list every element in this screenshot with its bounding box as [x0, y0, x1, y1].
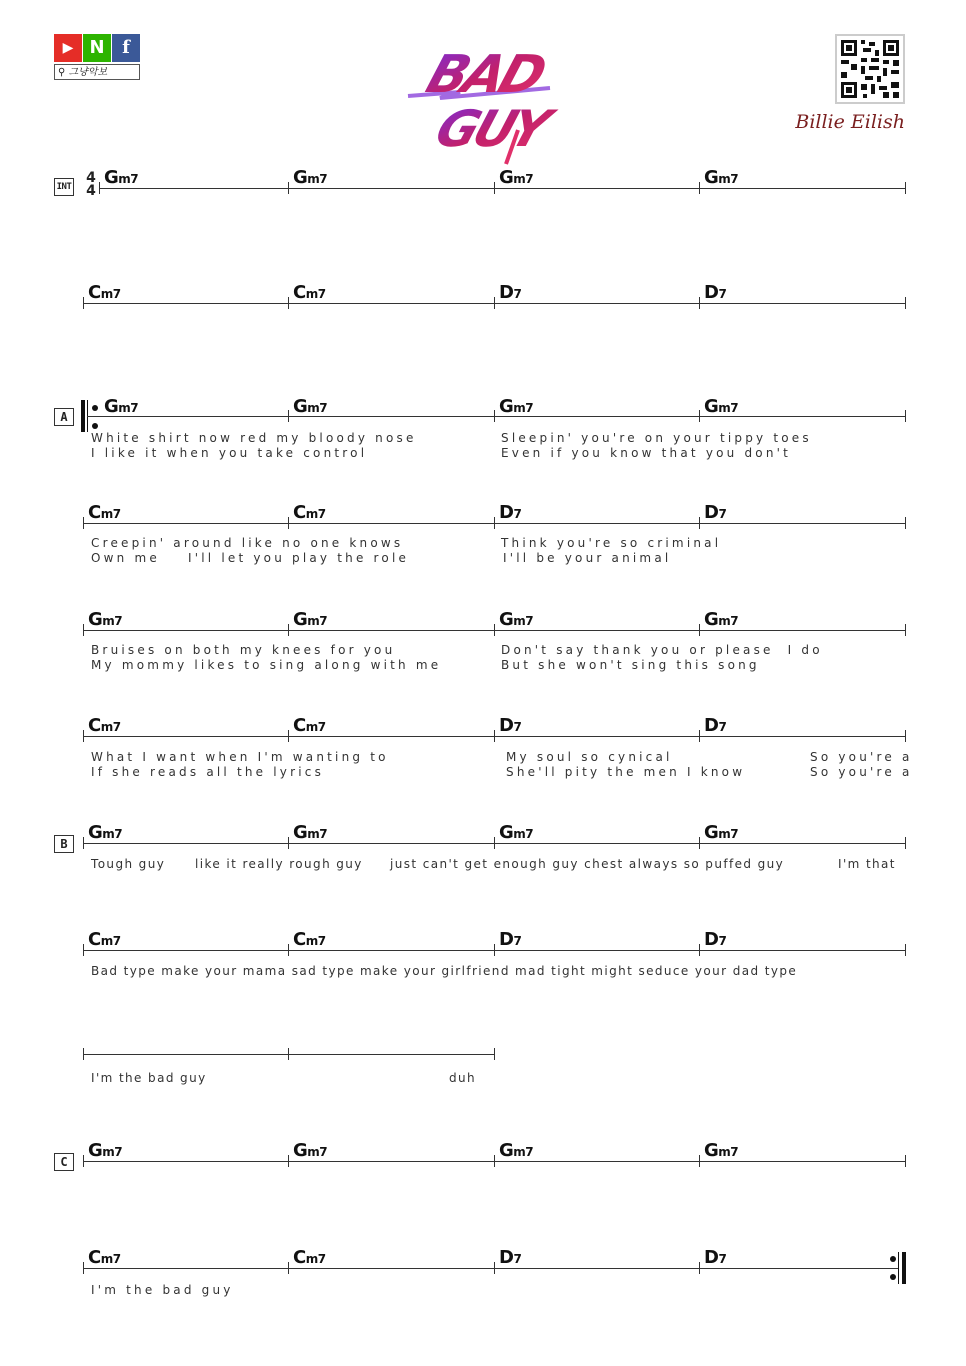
- chord: D7: [704, 929, 727, 950]
- chord: Gm7: [499, 396, 534, 417]
- section-marker-c: C: [54, 1153, 74, 1171]
- lyric-line: White shirt now red my bloody nose: [91, 431, 417, 445]
- section-marker-a: A: [54, 408, 74, 426]
- repeat-end-thin-bar: [898, 1252, 899, 1284]
- barline: [699, 730, 700, 742]
- barline: [699, 517, 700, 529]
- barline: [83, 1262, 84, 1274]
- channel-search-label[interactable]: ⚲ 그냥악보: [54, 64, 140, 80]
- barline: [288, 1155, 289, 1167]
- chord: Gm7: [499, 822, 534, 843]
- barline: [905, 730, 906, 742]
- lyric-line: Sleepin' you're on your tippy toes: [501, 431, 812, 445]
- barline: [494, 517, 495, 529]
- barline: [99, 182, 100, 194]
- barline: [494, 1262, 495, 1274]
- barline: [83, 517, 84, 529]
- chord: Gm7: [88, 822, 123, 843]
- chord: Gm7: [293, 1140, 328, 1161]
- logo-text-bad: BAD: [419, 43, 551, 105]
- chord: Gm7: [293, 396, 328, 417]
- barline: [288, 944, 289, 956]
- chord: Cm7: [293, 282, 326, 303]
- lyric-line: She'll pity the men I know: [506, 765, 746, 779]
- staff-line: [83, 1054, 495, 1055]
- barline: [905, 297, 906, 309]
- naver-icon[interactable]: N: [83, 34, 111, 62]
- barline: [905, 624, 906, 636]
- barline: [83, 1155, 84, 1167]
- time-signature-top: 4: [86, 170, 96, 186]
- barline: [494, 837, 495, 849]
- barline: [288, 730, 289, 742]
- lyric-line: Don't say thank you or please I do: [501, 643, 823, 657]
- barline: [83, 730, 84, 742]
- lyric-line: Bad type make your mama sad type make your girlfriend mad tight might seduce your dad type: [91, 964, 798, 978]
- artist-name: Billie Eilish: [795, 111, 905, 133]
- chord: Gm7: [704, 167, 739, 188]
- repeat-dot: [92, 405, 98, 411]
- time-signature: [85, 172, 97, 198]
- chord: D7: [704, 502, 727, 523]
- repeat-dot: [92, 423, 98, 429]
- barline: [699, 410, 700, 422]
- lyric-line: Bruises on both my knees for you: [91, 643, 396, 657]
- barline: [905, 837, 906, 849]
- chord: Gm7: [88, 1140, 123, 1161]
- barline: [905, 1155, 906, 1167]
- chord: D7: [704, 715, 727, 736]
- chord: Gm7: [704, 609, 739, 630]
- chord: Gm7: [104, 167, 139, 188]
- qr-code[interactable]: [835, 34, 905, 104]
- chord: Gm7: [293, 822, 328, 843]
- bad-guy-logo: [400, 34, 570, 166]
- barline: [699, 624, 700, 636]
- chord: Cm7: [293, 929, 326, 950]
- repeat-end-thick-bar: [902, 1252, 906, 1284]
- lyric-line: So you're a: [810, 750, 913, 764]
- barline: [494, 944, 495, 956]
- channel-name: 그냥악보: [68, 67, 108, 78]
- barline: [83, 1048, 84, 1060]
- lyric-line: I like it when you take control: [91, 446, 368, 460]
- chord: D7: [499, 929, 522, 950]
- lyric-line: I'm the bad guy: [91, 1071, 207, 1085]
- social-badges: [54, 34, 142, 82]
- lyric-line: Own me I'll let you play the role: [91, 551, 410, 565]
- chord: D7: [499, 502, 522, 523]
- barline: [83, 624, 84, 636]
- barline: [288, 1262, 289, 1274]
- lyric-line: I'll be your animal: [503, 551, 672, 565]
- chord: Cm7: [293, 1247, 326, 1268]
- barline: [699, 1262, 700, 1274]
- section-marker-b: B: [54, 835, 74, 853]
- chord: Gm7: [704, 396, 739, 417]
- barline: [288, 410, 289, 422]
- chord: D7: [704, 1247, 727, 1268]
- barline: [905, 517, 906, 529]
- chord: Cm7: [88, 502, 121, 523]
- lyric-line: like it really rough guy: [195, 857, 363, 871]
- barline: [83, 297, 84, 309]
- barline: [288, 1048, 289, 1060]
- barline: [494, 297, 495, 309]
- chord: Cm7: [88, 1247, 121, 1268]
- lyric-line: Tough guy: [91, 857, 166, 871]
- barline: [905, 944, 906, 956]
- repeat-dot: [890, 1256, 896, 1262]
- chord: Cm7: [293, 502, 326, 523]
- lyric-line: Creepin' around like no one knows: [91, 536, 404, 550]
- lyric-line: My mommy likes to sing along with me: [91, 658, 442, 672]
- chord: D7: [499, 282, 522, 303]
- barline: [288, 837, 289, 849]
- barline: [699, 837, 700, 849]
- lyric-line: What I want when I'm wanting to: [91, 750, 389, 764]
- repeat-dot: [890, 1274, 896, 1280]
- chord: Gm7: [104, 396, 139, 417]
- lyric-line: I'm that: [838, 857, 896, 871]
- barline: [288, 182, 289, 194]
- lyric-line: Even if you know that you don't: [501, 446, 792, 460]
- barline: [494, 182, 495, 194]
- logo-text-guy: GUY: [428, 100, 554, 159]
- chord: Cm7: [88, 929, 121, 950]
- chord: D7: [499, 1247, 522, 1268]
- barline: [699, 944, 700, 956]
- staff-line: [87, 416, 906, 417]
- barline: [288, 517, 289, 529]
- barline: [905, 410, 906, 422]
- youtube-play-icon[interactable]: ▶: [54, 34, 82, 62]
- chord: Gm7: [499, 1140, 534, 1161]
- chord: Gm7: [88, 609, 123, 630]
- barline: [83, 944, 84, 956]
- chord: D7: [499, 715, 522, 736]
- barline: [494, 1048, 495, 1060]
- barline: [699, 297, 700, 309]
- time-signature-bottom: 4: [86, 183, 96, 199]
- staff-line: [83, 1268, 898, 1269]
- barline: [494, 1155, 495, 1167]
- lyric-line: But she won't sing this song: [501, 658, 760, 672]
- section-marker-intro: INT: [54, 178, 74, 196]
- chord: Gm7: [499, 167, 534, 188]
- barline: [494, 624, 495, 636]
- chord: Gm7: [499, 609, 534, 630]
- lyric-line: Think you're so criminal: [501, 536, 722, 550]
- chord: Gm7: [293, 609, 328, 630]
- lyric-line: just can't get enough guy chest always so puffed guy: [390, 857, 785, 871]
- facebook-icon[interactable]: f: [112, 34, 140, 62]
- barline: [494, 410, 495, 422]
- barline: [83, 837, 84, 849]
- chord: Gm7: [704, 1140, 739, 1161]
- barline: [288, 297, 289, 309]
- chord: Cm7: [88, 282, 121, 303]
- barline: [288, 624, 289, 636]
- barline: [494, 730, 495, 742]
- chord: Cm7: [293, 715, 326, 736]
- barline: [905, 182, 906, 194]
- lyric-line: So you're a: [810, 765, 913, 779]
- barline: [699, 1155, 700, 1167]
- lyric-line: duh: [449, 1071, 477, 1085]
- lyric-line: My soul so cynical: [506, 750, 673, 764]
- lyric-line: If she reads all the lyrics: [91, 765, 325, 779]
- chord: Cm7: [88, 715, 121, 736]
- barline: [699, 182, 700, 194]
- chord: Gm7: [293, 167, 328, 188]
- lyric-line: I'm the bad guy: [91, 1283, 234, 1297]
- chord: Gm7: [704, 822, 739, 843]
- repeat-start-thick-bar: [81, 400, 85, 432]
- chord: D7: [704, 282, 727, 303]
